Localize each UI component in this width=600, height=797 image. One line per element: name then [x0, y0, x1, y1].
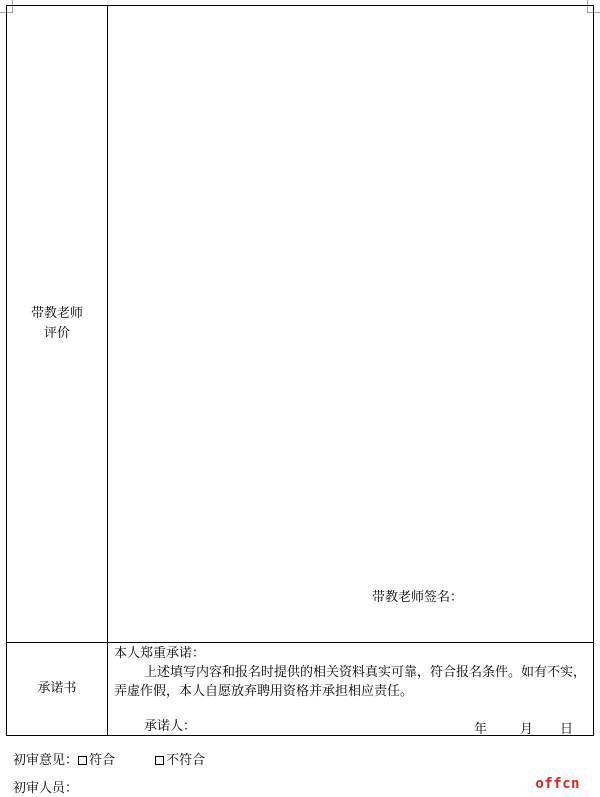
evaluation-content: [108, 6, 593, 642]
commitment-title: 本人郑重承诺：: [114, 646, 206, 661]
evaluation-label-line1: 带教老师: [30, 306, 83, 321]
month-label: 月: [520, 722, 534, 737]
commitment-label-cell: [7, 643, 108, 736]
fail-checkbox[interactable]: [155, 756, 164, 765]
year-label: 年: [474, 722, 488, 737]
signer-label: 承诺人：: [144, 719, 197, 734]
evaluation-content-cell[interactable]: [108, 6, 594, 643]
evaluation-label-cell: [7, 6, 108, 643]
initial-reviewer: [13, 777, 78, 796]
fail-option-label: 不符合: [166, 753, 206, 768]
evaluation-label-line2: 评价: [43, 326, 70, 341]
reviewer-label: 初审人员：: [13, 781, 79, 796]
form-table: [6, 5, 594, 736]
initial-review-opinion: [13, 749, 205, 768]
commitment-body: 上述填写内容和报名时提供的相关资料真实可靠，符合报名条件。如有不实，弄虚作假，本人自愿放弃聘用资格并承担相应责任。: [114, 665, 587, 699]
day-label: 日: [560, 722, 574, 737]
evaluation-label: [7, 304, 107, 344]
review-opinion-label: 初审意见：: [13, 753, 79, 768]
pass-checkbox[interactable]: [78, 756, 87, 765]
supervisor-signature-label: 带教老师签名：: [372, 590, 464, 605]
pass-option-label: 符合: [89, 753, 116, 768]
offcn-watermark: offcn: [535, 776, 580, 792]
commitment-label: 承诺书: [37, 681, 77, 696]
commitment-content: [108, 643, 593, 735]
evaluation-row: [7, 6, 594, 643]
commitment-content-cell: [108, 643, 594, 736]
commitment-row: [7, 643, 594, 736]
